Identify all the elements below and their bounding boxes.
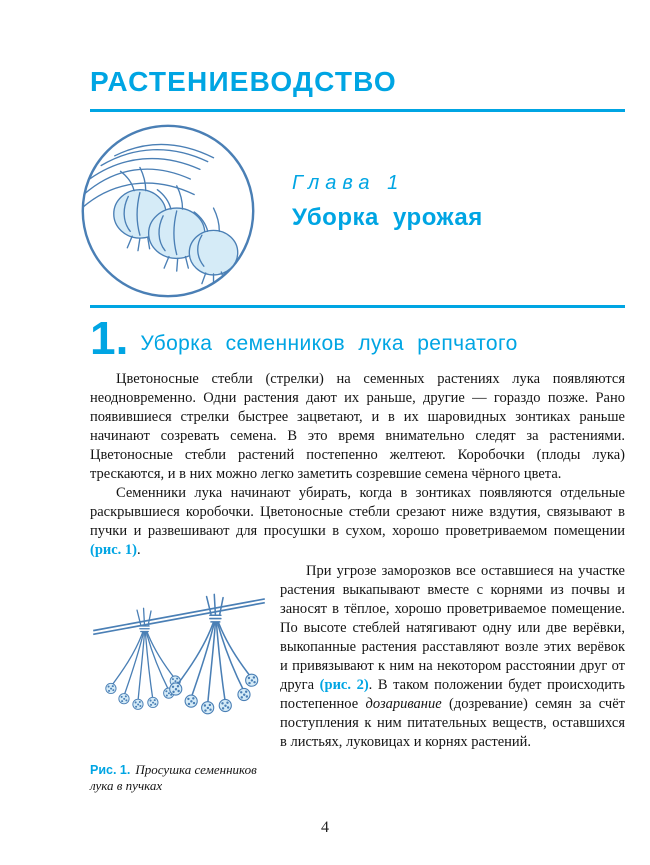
figure-1-caption <box>90 762 268 794</box>
figure-1-caption-text: Просушка семенников лука в пучках <box>90 761 257 793</box>
onion-bundles-illustration <box>90 584 268 750</box>
paragraph-3 <box>280 562 625 794</box>
divider-chapter <box>90 305 625 308</box>
section-number: 1. <box>90 312 129 364</box>
page-number: 4 <box>321 819 329 836</box>
term-dozarivanie: дозаривание <box>365 695 442 712</box>
figure-1-reference: (рис. 1) <box>90 541 138 558</box>
paragraph-3-text-1: При угрозе заморозков все оставшиеся на участке растения выкапывают вместе с корнями из почвы и заносят в тёплое, хорошо проветриваемое помещение. По высоте стеблей натягивают одну или две верёвки, выкопанные растения расставляют возле этих верёвок и привязывают к ним на некотором расстоянии друг от друга <box>280 562 625 693</box>
chapter-label: Глава 1 <box>292 172 405 194</box>
chapter-title: Уборка урожая <box>292 204 483 231</box>
onion-bulbs-illustration <box>76 119 260 303</box>
section-title: Уборка семенников лука репчатого <box>140 332 518 355</box>
paragraph-3-text-2: . В таком положении будет происходить постепенное <box>280 676 625 712</box>
paragraph-3-text-3: (дозревание) семян за счёт поступления к ним питательных веществ, оставшихся в листьях, луковицах и корнях растений. <box>280 695 625 750</box>
paragraph-2 <box>90 484 625 560</box>
part-title: РАСТЕНИЕВОДСТВО <box>90 66 397 97</box>
chapter-text <box>292 172 483 232</box>
figure-1-caption-label: Рис. 1. <box>90 762 131 777</box>
paragraph-1: Цветоносные стебли (стрелки) на семенных растениях лука появляются неодновременно. Одни растения дают их раньше, другие — гораздо позже. Рано появившиеся стрелки быстрее зацветают, и в их шаровидных зонтиках раньше начинают созревать семена. В это время внимательно следят за растениями. Цветоносные стебли растений постепенно желтеют. Коробочки (плоды лука) трескаются, и в них можно легко заметить созревшие семена чёрного цвета. <box>90 370 625 482</box>
divider-top <box>90 109 625 112</box>
chapter-header <box>90 119 625 303</box>
paragraph-2-end: . <box>137 541 141 558</box>
figure-1 <box>90 562 268 794</box>
section-heading <box>90 312 625 364</box>
figure-and-text-row <box>90 562 625 794</box>
paragraph-2-text: Семенники лука начинают убирать, когда в зонтиках появляются отдельные раскрывшиеся коробочки. Цветоносные стебли срезают ниже вздутия, связывают в пучки и развешивают для просушки в сухом, хорошо проветриваемом помещении <box>90 484 625 539</box>
figure-2-reference: (рис. 2) <box>319 676 369 693</box>
